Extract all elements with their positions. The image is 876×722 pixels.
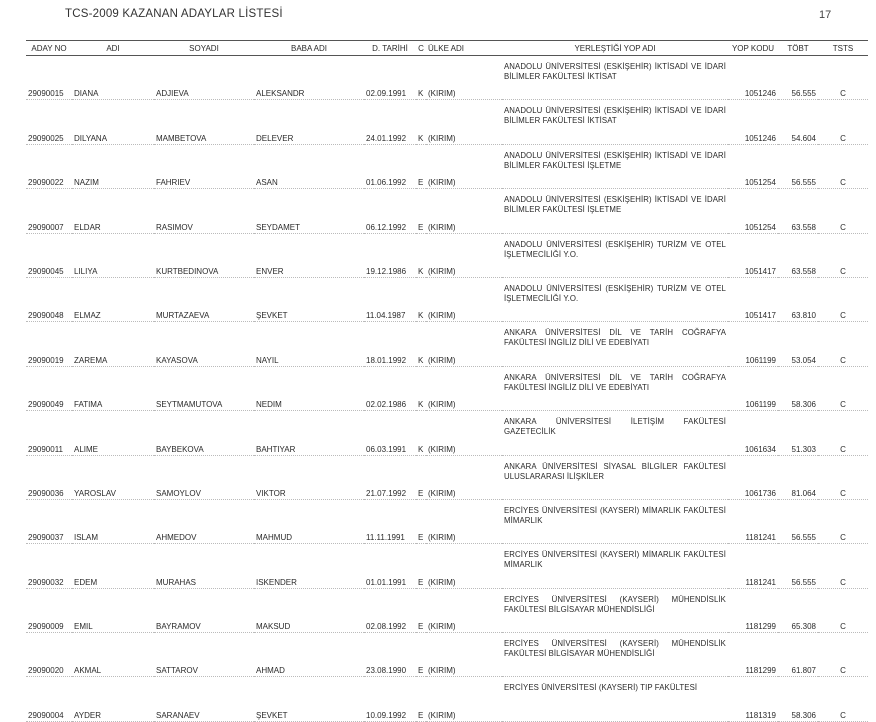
cell-aday-no: 29090036	[26, 455, 72, 499]
cell-c: E	[416, 499, 426, 543]
col-tobt: TÖBT	[778, 41, 818, 56]
cell-yop-adi: ERCİYES ÜNİVERSİTESİ (KAYSERİ) TIP FAKÜLTESİ	[502, 677, 728, 721]
cell-d-tarihi: 23.08.1990	[364, 633, 416, 677]
cell-adi: AYDER	[72, 677, 154, 721]
cell-ulke-adi: (KIRIM)	[426, 233, 502, 277]
cell-baba-adi: ŞEVKET	[254, 677, 364, 721]
cell-ulke-adi: (KIRIM)	[426, 277, 502, 321]
cell-yop-adi: ERCİYES ÜNİVERSİTESİ (KAYSERİ) MÜHENDİSLİK FAKÜLTESİ BİLGİSAYAR MÜHENDİSLİĞİ	[502, 633, 728, 677]
cell-tobt: 51.303	[778, 411, 818, 455]
cell-adi: AKMAL	[72, 633, 154, 677]
cell-ulke-adi: (KIRIM)	[426, 499, 502, 543]
cell-c: K	[416, 277, 426, 321]
cell-adi: ELMAZ	[72, 277, 154, 321]
cell-d-tarihi: 19.12.1986	[364, 233, 416, 277]
cell-ulke-adi: (KIRIM)	[426, 366, 502, 410]
cell-c: E	[416, 189, 426, 233]
cell-c: K	[416, 322, 426, 366]
cell-soyadi: RASIMOV	[154, 189, 254, 233]
cell-yop-kodu: 1061736	[728, 455, 778, 499]
cell-baba-adi: NAYIL	[254, 322, 364, 366]
table-row	[26, 322, 868, 366]
cell-ulke-adi: (KIRIM)	[426, 144, 502, 188]
col-c: C	[416, 41, 426, 56]
cell-adi: DIANA	[72, 56, 154, 100]
cell-yop-kodu: 1181241	[728, 499, 778, 543]
cell-adi: ELDAR	[72, 189, 154, 233]
cell-baba-adi: BAHTIYAR	[254, 411, 364, 455]
cell-tobt: 56.555	[778, 56, 818, 100]
cell-tsts: C	[818, 277, 868, 321]
page-number: 17	[819, 9, 832, 21]
col-aday-no: ADAY NO	[26, 41, 72, 56]
table-row	[26, 144, 868, 188]
table-row	[26, 455, 868, 499]
cell-tobt: 63.558	[778, 233, 818, 277]
cell-soyadi: AHMEDOV	[154, 499, 254, 543]
cell-tobt: 56.555	[778, 499, 818, 543]
cell-d-tarihi: 02.08.1992	[364, 588, 416, 632]
cell-c: K	[416, 366, 426, 410]
cell-c: E	[416, 544, 426, 588]
cell-yop-kodu: 1181299	[728, 633, 778, 677]
table-row	[26, 233, 868, 277]
cell-yop-adi: ANADOLU ÜNİVERSİTESİ (ESKİŞEHİR) İKTİSADİ VE İDARİ BİLİMLER FAKÜLTESİ İŞLETME	[502, 144, 728, 188]
cell-d-tarihi: 11.04.1987	[364, 277, 416, 321]
page-title: TCS-2009 KAZANAN ADAYLAR LİSTESİ	[65, 8, 283, 20]
cell-aday-no: 29090020	[26, 633, 72, 677]
table-row	[26, 56, 868, 100]
cell-c: K	[416, 100, 426, 144]
cell-yop-adi: ERCİYES ÜNİVERSİTESİ (KAYSERİ) MİMARLIK FAKÜLTESİ MİMARLIK	[502, 544, 728, 588]
cell-aday-no: 29090037	[26, 499, 72, 543]
cell-c: E	[416, 677, 426, 721]
cell-tobt: 53.054	[778, 322, 818, 366]
cell-ulke-adi: (KIRIM)	[426, 588, 502, 632]
cell-d-tarihi: 11.11.1991	[364, 499, 416, 543]
cell-tsts: C	[818, 366, 868, 410]
cell-adi: NAZIM	[72, 144, 154, 188]
col-d-tarihi: D. TARİHİ	[364, 41, 416, 56]
cell-soyadi: BAYBEKOVA	[154, 411, 254, 455]
cell-c: K	[416, 56, 426, 100]
cell-d-tarihi: 01.06.1992	[364, 144, 416, 188]
cell-d-tarihi: 06.12.1992	[364, 189, 416, 233]
cell-baba-adi: ALEKSANDR	[254, 56, 364, 100]
cell-aday-no: 29090009	[26, 588, 72, 632]
cell-soyadi: SAMOYLOV	[154, 455, 254, 499]
cell-aday-no: 29090019	[26, 322, 72, 366]
cell-baba-adi: SEYDAMET	[254, 189, 364, 233]
cell-yop-kodu: 1061199	[728, 366, 778, 410]
cell-soyadi: SATTAROV	[154, 633, 254, 677]
table-body	[26, 56, 868, 722]
table-row	[26, 277, 868, 321]
cell-yop-adi: ANKARA ÜNİVERSİTESİ DİL VE TARİH COĞRAFYA FAKÜLTESİ İNGİLİZ DİLİ VE EDEBİYATI	[502, 366, 728, 410]
cell-ulke-adi: (KIRIM)	[426, 633, 502, 677]
cell-tsts: C	[818, 499, 868, 543]
table-row	[26, 499, 868, 543]
cell-aday-no: 29090048	[26, 277, 72, 321]
cell-tobt: 56.555	[778, 144, 818, 188]
cell-c: E	[416, 633, 426, 677]
cell-yop-kodu: 1061634	[728, 411, 778, 455]
cell-yop-kodu: 1051246	[728, 100, 778, 144]
cell-aday-no: 29090015	[26, 56, 72, 100]
cell-ulke-adi: (KIRIM)	[426, 544, 502, 588]
cell-soyadi: KURTBEDINOVA	[154, 233, 254, 277]
cell-aday-no: 29090045	[26, 233, 72, 277]
cell-yop-adi: ANKARA ÜNİVERSİTESİ SİYASAL BİLGİLER FAKÜLTESİ ULUSLARARASI İLİŞKİLER	[502, 455, 728, 499]
cell-yop-kodu: 1061199	[728, 322, 778, 366]
cell-d-tarihi: 06.03.1991	[364, 411, 416, 455]
cell-baba-adi: NEDIM	[254, 366, 364, 410]
cell-baba-adi: ASAN	[254, 144, 364, 188]
cell-tobt: 63.558	[778, 189, 818, 233]
cell-adi: ALIME	[72, 411, 154, 455]
cell-yop-kodu: 1051246	[728, 56, 778, 100]
cell-tsts: C	[818, 633, 868, 677]
cell-yop-adi: ERCİYES ÜNİVERSİTESİ (KAYSERİ) MİMARLIK FAKÜLTESİ MİMARLIK	[502, 499, 728, 543]
cell-tobt: 65.308	[778, 588, 818, 632]
cell-yop-kodu: 1051254	[728, 189, 778, 233]
cell-yop-adi: ANADOLU ÜNİVERSİTESİ (ESKİŞEHİR) İKTİSADİ VE İDARİ BİLİMLER FAKÜLTESİ İKTİSAT	[502, 56, 728, 100]
cell-tsts: C	[818, 588, 868, 632]
cell-baba-adi: ŞEVKET	[254, 277, 364, 321]
cell-adi: FATIMA	[72, 366, 154, 410]
cell-ulke-adi: (KIRIM)	[426, 189, 502, 233]
cell-tsts: C	[818, 544, 868, 588]
cell-d-tarihi: 21.07.1992	[364, 455, 416, 499]
cell-baba-adi: ISKENDER	[254, 544, 364, 588]
cell-d-tarihi: 10.09.1992	[364, 677, 416, 721]
cell-adi: EMIL	[72, 588, 154, 632]
table-row	[26, 189, 868, 233]
cell-c: E	[416, 455, 426, 499]
cell-adi: YAROSLAV	[72, 455, 154, 499]
cell-soyadi: SEYTMAMUTOVA	[154, 366, 254, 410]
cell-tsts: C	[818, 144, 868, 188]
cell-tsts: C	[818, 411, 868, 455]
cell-aday-no: 29090025	[26, 100, 72, 144]
cell-aday-no: 29090004	[26, 677, 72, 721]
cell-aday-no: 29090007	[26, 189, 72, 233]
col-adi: ADI	[72, 41, 154, 56]
table-header-row	[26, 41, 868, 56]
cell-d-tarihi: 02.02.1986	[364, 366, 416, 410]
cell-ulke-adi: (KIRIM)	[426, 455, 502, 499]
cell-soyadi: BAYRAMOV	[154, 588, 254, 632]
cell-ulke-adi: (KIRIM)	[426, 411, 502, 455]
col-tsts: TSTS	[818, 41, 868, 56]
cell-yop-kodu: 1181299	[728, 588, 778, 632]
cell-tobt: 54.604	[778, 100, 818, 144]
cell-c: K	[416, 233, 426, 277]
table-row	[26, 411, 868, 455]
col-baba-adi: BABA ADI	[254, 41, 364, 56]
cell-d-tarihi: 18.01.1992	[364, 322, 416, 366]
cell-adi: LILIYA	[72, 233, 154, 277]
table-row	[26, 677, 868, 721]
cell-tsts: C	[818, 322, 868, 366]
cell-c: E	[416, 588, 426, 632]
cell-soyadi: MURTAZAEVA	[154, 277, 254, 321]
cell-tobt: 56.555	[778, 544, 818, 588]
cell-tobt: 61.807	[778, 633, 818, 677]
cell-soyadi: ADJIEVA	[154, 56, 254, 100]
cell-tobt: 81.064	[778, 455, 818, 499]
col-soyadi: SOYADI	[154, 41, 254, 56]
cell-tobt: 58.306	[778, 366, 818, 410]
cell-aday-no: 29090022	[26, 144, 72, 188]
cell-yop-adi: ANKARA ÜNİVERSİTESİ İLETİŞİM FAKÜLTESİ GAZETECİLİK	[502, 411, 728, 455]
cell-d-tarihi: 01.01.1991	[364, 544, 416, 588]
cell-baba-adi: DELEVER	[254, 100, 364, 144]
cell-c: K	[416, 411, 426, 455]
cell-baba-adi: VIKTOR	[254, 455, 364, 499]
cell-soyadi: SARANAEV	[154, 677, 254, 721]
cell-aday-no: 29090049	[26, 366, 72, 410]
table-row	[26, 588, 868, 632]
cell-tobt: 63.810	[778, 277, 818, 321]
cell-c: E	[416, 144, 426, 188]
cell-yop-adi: ERCİYES ÜNİVERSİTESİ (KAYSERİ) MÜHENDİSLİK FAKÜLTESİ BİLGİSAYAR MÜHENDİSLİĞİ	[502, 588, 728, 632]
cell-adi: EDEM	[72, 544, 154, 588]
cell-aday-no: 29090011	[26, 411, 72, 455]
cell-ulke-adi: (KIRIM)	[426, 100, 502, 144]
cell-adi: ISLAM	[72, 499, 154, 543]
table-row	[26, 544, 868, 588]
col-ulke-adi: ÜLKE ADI	[426, 41, 502, 56]
cell-yop-adi: ANADOLU ÜNİVERSİTESİ (ESKİŞEHİR) İKTİSADİ VE İDARİ BİLİMLER FAKÜLTESİ İŞLETME	[502, 189, 728, 233]
cell-soyadi: MURAHAS	[154, 544, 254, 588]
cell-tobt: 58.306	[778, 677, 818, 721]
cell-yop-adi: ANKARA ÜNİVERSİTESİ DİL VE TARİH COĞRAFYA FAKÜLTESİ İNGİLİZ DİLİ VE EDEBİYATI	[502, 322, 728, 366]
cell-tsts: C	[818, 677, 868, 721]
col-yop-kodu: YOP KODU	[728, 41, 778, 56]
col-yop-adi: YERLEŞTİĞİ YOP ADI	[502, 41, 728, 56]
cell-yop-adi: ANADOLU ÜNİVERSİTESİ (ESKİŞEHİR) İKTİSADİ VE İDARİ BİLİMLER FAKÜLTESİ İKTİSAT	[502, 100, 728, 144]
table-row	[26, 633, 868, 677]
cell-yop-kodu: 1181319	[728, 677, 778, 721]
cell-yop-kodu: 1051417	[728, 233, 778, 277]
cell-yop-kodu: 1051417	[728, 277, 778, 321]
cell-yop-kodu: 1051254	[728, 144, 778, 188]
cell-aday-no: 29090032	[26, 544, 72, 588]
cell-baba-adi: AHMAD	[254, 633, 364, 677]
cell-soyadi: FAHRIEV	[154, 144, 254, 188]
cell-ulke-adi: (KIRIM)	[426, 56, 502, 100]
cell-yop-adi: ANADOLU ÜNİVERSİTESİ (ESKİŞEHİR) TURİZM VE OTEL İŞLETMECİLİĞİ Y.O.	[502, 233, 728, 277]
cell-soyadi: KAYASOVA	[154, 322, 254, 366]
cell-baba-adi: MAKSUD	[254, 588, 364, 632]
cell-tsts: C	[818, 455, 868, 499]
table-row	[26, 366, 868, 410]
cell-tsts: C	[818, 189, 868, 233]
cell-tsts: C	[818, 233, 868, 277]
cell-adi: DILYANA	[72, 100, 154, 144]
cell-yop-adi: ANADOLU ÜNİVERSİTESİ (ESKİŞEHİR) TURİZM VE OTEL İŞLETMECİLİĞİ Y.O.	[502, 277, 728, 321]
cell-tsts: C	[818, 100, 868, 144]
cell-baba-adi: MAHMUD	[254, 499, 364, 543]
cell-adi: ZAREMA	[72, 322, 154, 366]
cell-d-tarihi: 02.09.1991	[364, 56, 416, 100]
cell-yop-kodu: 1181241	[728, 544, 778, 588]
cell-tsts: C	[818, 56, 868, 100]
cell-ulke-adi: (KIRIM)	[426, 322, 502, 366]
cell-baba-adi: ENVER	[254, 233, 364, 277]
cell-ulke-adi: (KIRIM)	[426, 677, 502, 721]
cell-soyadi: MAMBETOVA	[154, 100, 254, 144]
cell-d-tarihi: 24.01.1992	[364, 100, 416, 144]
table-row	[26, 100, 868, 144]
